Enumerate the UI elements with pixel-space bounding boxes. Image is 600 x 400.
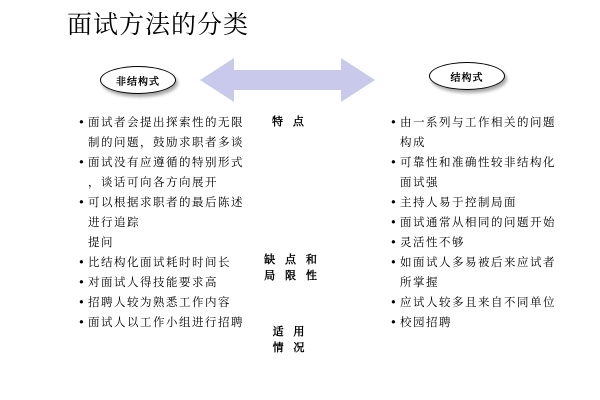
structured-list [390,112,590,332]
list-item: • 如面试人多易被后来应试者 [390,252,590,272]
unstructured-header [100,66,176,94]
list-item: • 招聘人较为熟悉工作内容 [78,292,258,312]
list-item: 进行追踪 [88,215,140,229]
list-item: • 主持人易于控制局面 [390,192,590,212]
list-item: • 比结构化面试耗时时间长 [78,252,258,272]
applicable-label [270,324,310,356]
unstructured-header-label: 非结构式 [116,76,160,88]
page-title: 面试方法的分类 [67,10,250,39]
applicable-label-line1: 适 用 [272,325,308,338]
pros-cons-label-line1: 缺 点 和 [264,253,320,266]
unstructured-list [78,112,258,332]
list-item: • 灵活性不够 [390,232,590,252]
list-item: • 对面试人得技能要求高 [78,272,258,292]
list-item: • 可靠性和准确性较非结构化 [390,152,590,172]
list-item: • 应试人较多且来自不同单位 [390,292,590,312]
list-item: • 可以根据求职者的最后陈述 [78,192,258,212]
list-item: • 面试人以工作小组进行招聘 [78,312,258,332]
list-item: 所掌握 [400,275,439,289]
list-item: • 校园招聘 [390,312,590,332]
structured-header [429,62,505,90]
list-item: 制的问题，鼓励求职者多谈 [88,135,244,149]
structured-header-label: 结构式 [450,72,484,84]
double-arrow-icon [200,58,375,102]
pros-cons-label [262,252,322,284]
list-item: 构成 [400,135,426,149]
list-item: • 面试通常从相同的问题开始 [390,212,590,232]
list-item: 面试强 [400,175,439,189]
features-label: 特 点 [272,115,307,128]
list-item: • 面试者会提出探索性的无限 [78,112,258,132]
list-item: 提问 [88,235,114,249]
pros-cons-label-line2: 局 限 性 [264,269,320,282]
list-item: • 由一系列与工作相关的问题 [390,112,590,132]
list-item: • 面试没有应遵循的特别形式 [78,152,258,172]
applicable-label-line2: 情 况 [272,341,308,354]
list-item: ，谈话可向各方向展开 [88,175,218,189]
